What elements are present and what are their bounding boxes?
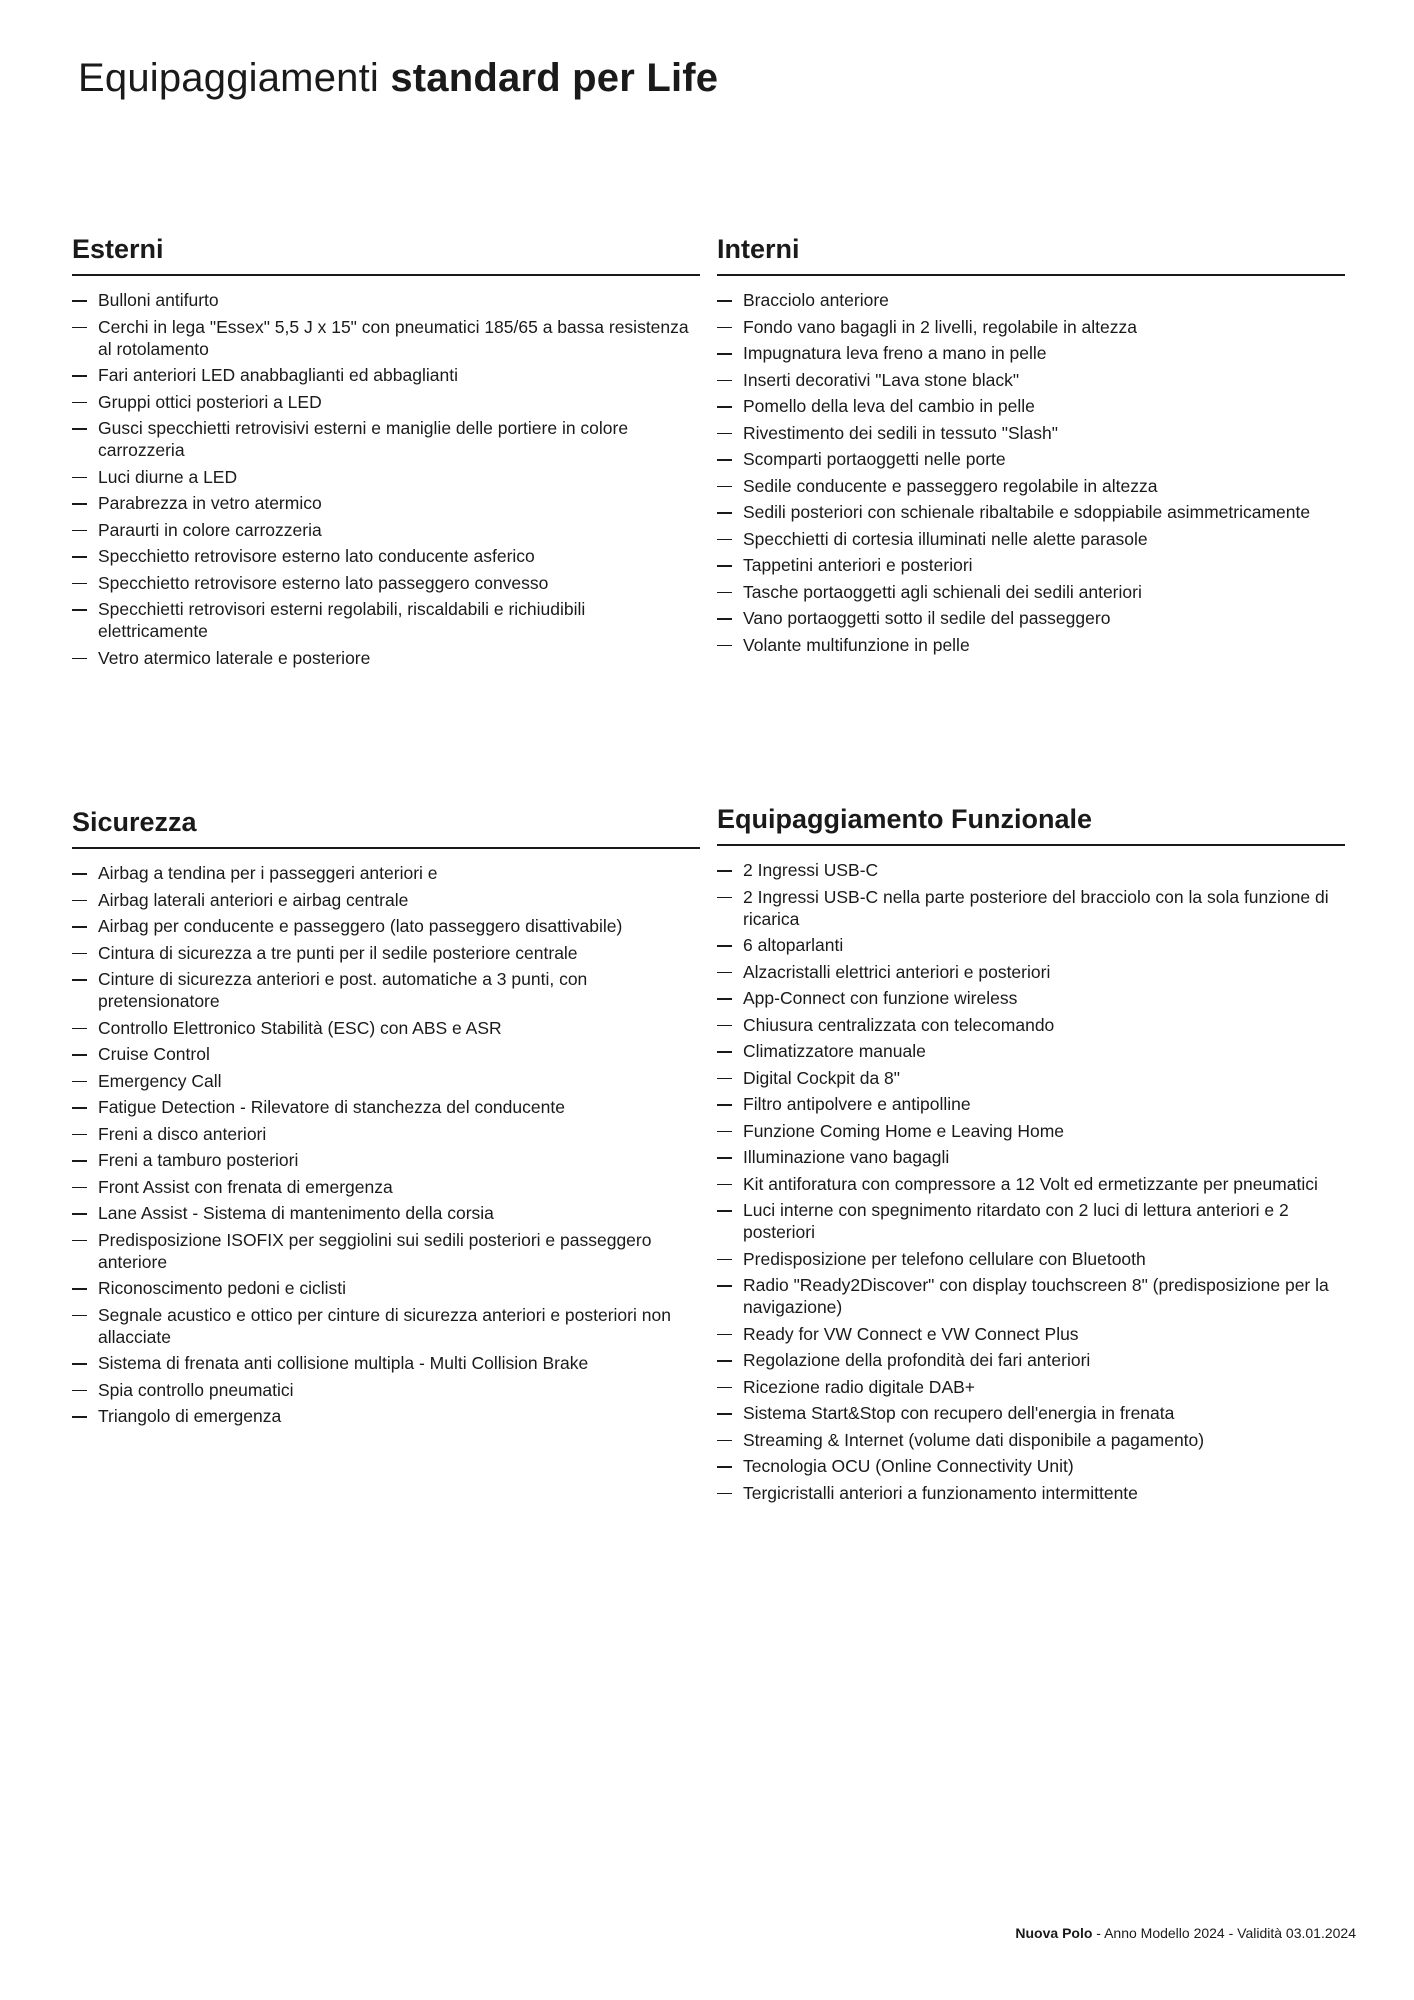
- list-item-text: Fondo vano bagagli in 2 livelli, regolabile in altezza: [743, 316, 1137, 337]
- list-item-text: Airbag laterali anteriori e airbag centrale: [98, 889, 409, 910]
- list-item: [72, 1379, 700, 1401]
- list-item: [72, 647, 700, 669]
- list-item: [717, 886, 1345, 930]
- list-item-text: Predisposizione ISOFIX per seggiolini sui sedili posteriori e passeggero anteriore: [98, 1229, 652, 1272]
- list-item-text: Airbag a tendina per i passeggeri anteriori e: [98, 863, 438, 883]
- list-item: [72, 466, 700, 488]
- list-item: [72, 598, 700, 642]
- list-item: [717, 1482, 1345, 1504]
- section-sicurezza: [72, 805, 700, 1432]
- list-item: [72, 572, 700, 594]
- list-item-text: Tergicristalli anteriori a funzionamento intermittente: [743, 1482, 1138, 1503]
- list-item: [72, 316, 700, 360]
- list-item-text: App-Connect con funzione wireless: [743, 988, 1018, 1008]
- list-item: [717, 369, 1345, 391]
- list-item-text: Sedili posteriori con schienale ribaltabile e sdoppiabile asimmetricamente: [743, 502, 1311, 522]
- list-item: [72, 968, 700, 1012]
- section-equipaggiamento-funzionale: [717, 802, 1345, 1508]
- list-item: [717, 1067, 1345, 1089]
- list-item-text: Rivestimento dei sedili in tessuto "Slash": [743, 422, 1058, 443]
- list-item-text: Freni a disco anteriori: [98, 1123, 267, 1144]
- item-list: [717, 859, 1345, 1504]
- list-item: [72, 915, 700, 937]
- list-item-text: Bulloni antifurto: [98, 290, 219, 310]
- list-item-text: Sistema Start&Stop con recupero dell'energia in frenata: [743, 1403, 1175, 1423]
- list-item: [717, 1349, 1345, 1371]
- list-item: [717, 934, 1345, 956]
- list-item: [717, 1146, 1345, 1168]
- list-item: [72, 1176, 700, 1198]
- list-item-text: Spia controllo pneumatici: [98, 1379, 294, 1400]
- item-list: [72, 289, 700, 669]
- list-item-text: Vano portaoggetti sotto il sedile del passeggero: [743, 608, 1111, 628]
- list-item: [717, 1120, 1345, 1142]
- list-item: [717, 475, 1345, 497]
- list-item: [72, 391, 700, 413]
- list-item: [72, 364, 700, 386]
- list-item: [717, 1402, 1345, 1424]
- list-item: [72, 1405, 700, 1427]
- list-item-text: Chiusura centralizzata con telecomando: [743, 1014, 1055, 1035]
- list-item: [717, 1199, 1345, 1243]
- list-item-text: Airbag per conducente e passeggero (lato passeggero disattivabile): [98, 916, 623, 936]
- list-item: [72, 889, 700, 911]
- list-item-text: Controllo Elettronico Stabilità (ESC) con ABS e ASR: [98, 1017, 502, 1038]
- list-item-text: Bracciolo anteriore: [743, 290, 889, 310]
- list-item-text: Tasche portaoggetti agli schienali dei sedili anteriori: [743, 581, 1142, 602]
- list-item: [717, 1274, 1345, 1318]
- list-item-text: Illuminazione vano bagagli: [743, 1147, 950, 1167]
- list-item: [717, 1093, 1345, 1115]
- list-item: [72, 942, 700, 964]
- list-item: [717, 987, 1345, 1009]
- list-item: [72, 1017, 700, 1039]
- list-item: [717, 1014, 1345, 1036]
- list-item: [72, 1277, 700, 1299]
- list-item: [72, 1202, 700, 1224]
- list-item: [717, 1323, 1345, 1345]
- list-item: [72, 289, 700, 311]
- list-item: [717, 1376, 1345, 1398]
- footer: [1015, 1924, 1356, 1942]
- list-item: [717, 422, 1345, 444]
- list-item-text: Emergency Call: [98, 1070, 222, 1091]
- list-item: [717, 1429, 1345, 1451]
- list-item: [717, 395, 1345, 417]
- list-item-text: Riconoscimento pedoni e ciclisti: [98, 1278, 347, 1298]
- list-item-text: 6 altoparlanti: [743, 935, 844, 955]
- section-esterni: [72, 232, 700, 673]
- list-item-text: Gusci specchietti retrovisivi esterni e maniglie delle portiere in colore carrozzeria: [98, 418, 629, 460]
- list-item: [717, 448, 1345, 470]
- list-item-text: Ready for VW Connect e VW Connect Plus: [743, 1323, 1079, 1344]
- list-item-text: Segnale acustico e ottico per cinture di sicurezza anteriori e posteriori non allacciate: [98, 1304, 671, 1347]
- list-item-text: 2 Ingressi USB-C: [743, 860, 879, 880]
- list-item-text: Triangolo di emergenza: [98, 1406, 282, 1426]
- list-item-text: Cintura di sicurezza a tre punti per il sedile posteriore centrale: [98, 942, 578, 963]
- list-item-text: Luci diurne a LED: [98, 466, 238, 487]
- section-title: Equipaggiamento Funzionale: [717, 802, 1345, 846]
- list-item: [717, 342, 1345, 364]
- list-item: [717, 961, 1345, 983]
- page-title: [78, 54, 718, 102]
- list-item-text: Filtro antipolvere e antipolline: [743, 1094, 971, 1114]
- list-item: [72, 417, 700, 461]
- list-item: [717, 554, 1345, 576]
- list-item: [72, 1070, 700, 1092]
- list-item: [72, 1352, 700, 1374]
- section-title: Esterni: [72, 232, 700, 276]
- list-item-text: Cruise Control: [98, 1044, 210, 1064]
- list-item: [717, 501, 1345, 523]
- list-item-text: Streaming & Internet (volume dati disponibile a pagamento): [743, 1429, 1205, 1450]
- list-item-text: Pomello della leva del cambio in pelle: [743, 396, 1035, 416]
- list-item: [72, 862, 700, 884]
- list-item-text: Specchietti di cortesia illuminati nelle alette parasole: [743, 528, 1148, 549]
- list-item: [72, 1123, 700, 1145]
- list-item-text: Gruppi ottici posteriori a LED: [98, 391, 322, 412]
- list-item: [717, 1040, 1345, 1062]
- footer-details: - Anno Modello 2024 - Validità 03.01.2024: [1092, 1925, 1356, 1941]
- list-item-text: Tappetini anteriori e posteriori: [743, 555, 973, 575]
- list-item-text: Sedile conducente e passeggero regolabile in altezza: [743, 475, 1158, 496]
- page-title-light: Equipaggiamenti: [78, 56, 379, 100]
- section-title: Interni: [717, 232, 1345, 276]
- list-item-text: Scomparti portaoggetti nelle porte: [743, 449, 1006, 469]
- list-item-text: Parabrezza in vetro atermico: [98, 493, 322, 513]
- list-item: [717, 607, 1345, 629]
- list-item-text: Freni a tamburo posteriori: [98, 1150, 299, 1170]
- list-item: [717, 1173, 1345, 1195]
- list-item-text: Specchietto retrovisore esterno lato conducente asferico: [98, 546, 535, 566]
- list-item: [717, 581, 1345, 603]
- list-item: [72, 1304, 700, 1348]
- list-item-text: Climatizzatore manuale: [743, 1041, 926, 1061]
- item-list: [717, 289, 1345, 656]
- list-item: [72, 1149, 700, 1171]
- list-item: [717, 289, 1345, 311]
- list-item-text: Cerchi in lega "Essex" 5,5 J x 15" con pneumatici 185/65 a bassa resistenza al rotolamento: [98, 316, 689, 359]
- item-list: [72, 862, 700, 1427]
- list-item: [717, 859, 1345, 881]
- list-item-text: Front Assist con frenata di emergenza: [98, 1176, 393, 1197]
- page-title-bold: standard per Life: [390, 56, 719, 100]
- list-item-text: Cinture di sicurezza anteriori e post. automatiche a 3 punti, con pretensionatore: [98, 969, 588, 1011]
- list-item: [72, 492, 700, 514]
- list-item-text: Fatigue Detection - Rilevatore di stanchezza del conducente: [98, 1097, 565, 1117]
- list-item: [72, 1096, 700, 1118]
- list-item-text: Digital Cockpit da 8": [743, 1067, 900, 1088]
- list-item-text: Ricezione radio digitale DAB+: [743, 1376, 976, 1397]
- list-item-text: Paraurti in colore carrozzeria: [98, 519, 322, 540]
- list-item: [717, 528, 1345, 550]
- list-item: [72, 1229, 700, 1273]
- list-item-text: Luci interne con spegnimento ritardato con 2 luci di lettura anteriori e 2 posteriori: [743, 1200, 1289, 1242]
- list-item: [717, 634, 1345, 656]
- list-item-text: Specchietto retrovisore esterno lato passeggero convesso: [98, 572, 549, 593]
- list-item-text: Volante multifunzione in pelle: [743, 634, 970, 655]
- list-item-text: Lane Assist - Sistema di mantenimento della corsia: [98, 1203, 494, 1223]
- list-item-text: 2 Ingressi USB-C nella parte posteriore del bracciolo con la sola funzione di ricarica: [743, 886, 1329, 929]
- list-item: [72, 519, 700, 541]
- list-item: [717, 1455, 1345, 1477]
- list-item-text: Predisposizione per telefono cellulare con Bluetooth: [743, 1248, 1146, 1269]
- section-interni: [717, 232, 1345, 660]
- list-item-text: Alzacristalli elettrici anteriori e posteriori: [743, 961, 1051, 982]
- list-item-text: Funzione Coming Home e Leaving Home: [743, 1120, 1064, 1141]
- list-item: [72, 1043, 700, 1065]
- list-item-text: Vetro atermico laterale e posteriore: [98, 647, 371, 668]
- section-title: Sicurezza: [72, 805, 700, 849]
- list-item-text: Specchietti retrovisori esterni regolabili, riscaldabili e richiudibili elettricamente: [98, 599, 586, 641]
- list-item-text: Impugnatura leva freno a mano in pelle: [743, 343, 1047, 363]
- list-item: [717, 1248, 1345, 1270]
- list-item-text: Radio "Ready2Discover" con display touchscreen 8" (predisposizione per la navigazione): [743, 1275, 1329, 1317]
- list-item-text: Fari anteriori LED anabbaglianti ed abbaglianti: [98, 365, 458, 385]
- list-item-text: Kit antiforatura con compressore a 12 Volt ed ermetizzante per pneumatici: [743, 1173, 1318, 1194]
- list-item-text: Regolazione della profondità dei fari anteriori: [743, 1350, 1091, 1370]
- footer-model: Nuova Polo: [1015, 1925, 1093, 1941]
- list-item: [717, 316, 1345, 338]
- list-item-text: Tecnologia OCU (Online Connectivity Unit): [743, 1456, 1074, 1476]
- list-item-text: Inserti decorativi "Lava stone black": [743, 369, 1020, 390]
- list-item-text: Sistema di frenata anti collisione multipla - Multi Collision Brake: [98, 1353, 589, 1373]
- list-item: [72, 545, 700, 567]
